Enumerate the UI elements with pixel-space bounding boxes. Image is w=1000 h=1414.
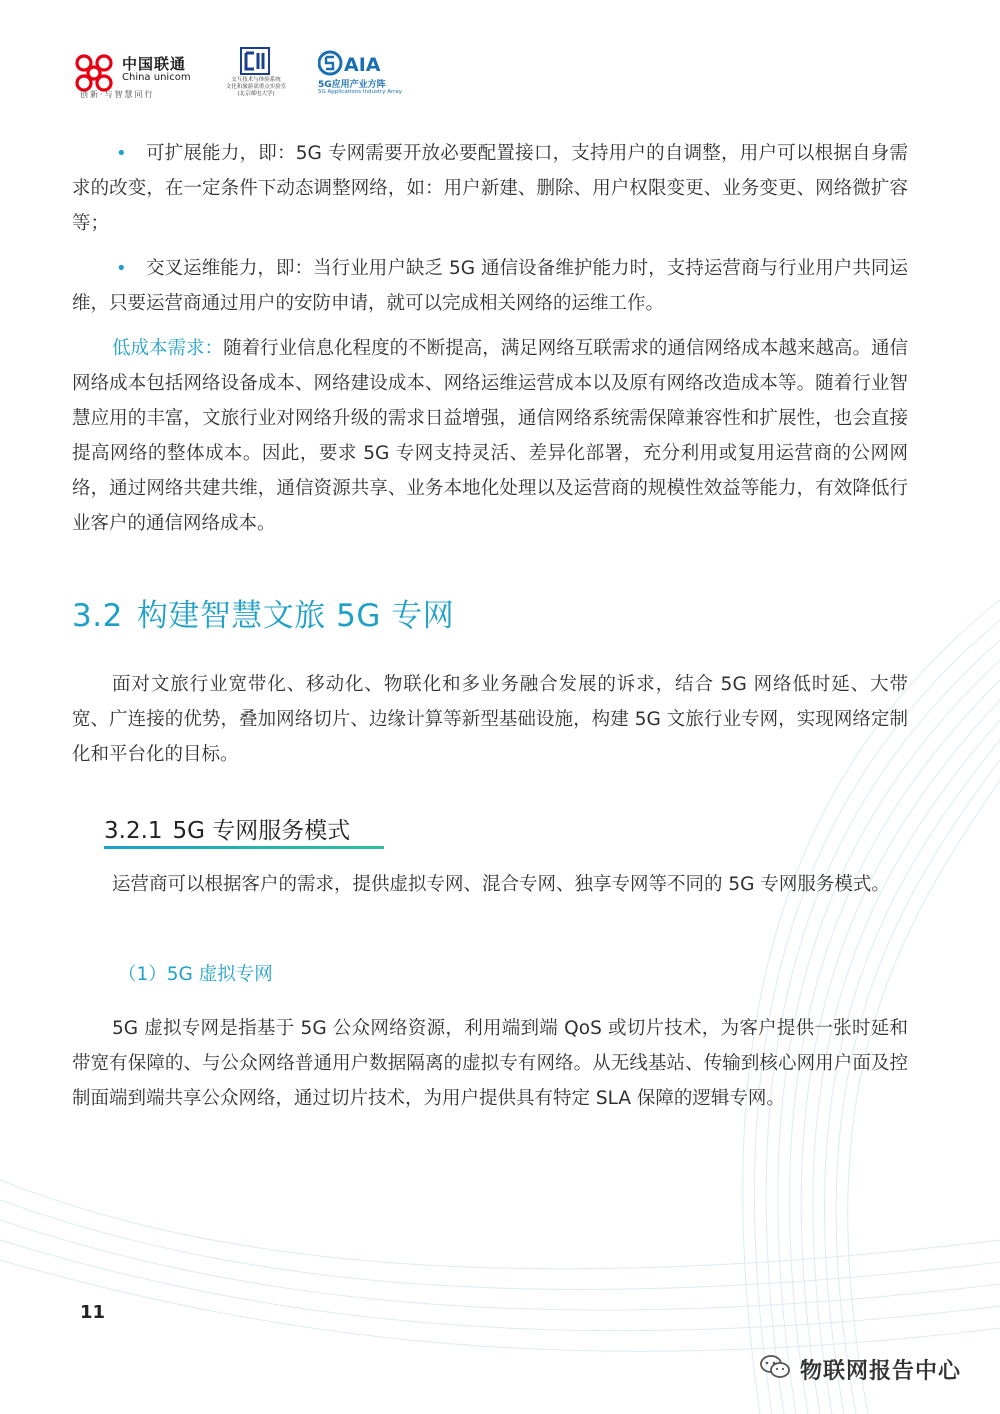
- lab-name-line-1: 交互技术与体验系统: [231, 77, 281, 83]
- lab-name: [220, 77, 292, 98]
- china-unicom-logo: [70, 47, 200, 99]
- aia-mark-icon: [318, 49, 392, 77]
- header-logos: [70, 45, 930, 105]
- subsection-title: 5G 专网服务模式: [172, 818, 351, 844]
- low-cost-paragraph: [72, 331, 908, 541]
- section-title: 构建智慧文旅 5G 专网: [136, 598, 455, 634]
- item-paragraph: 5G 虚拟专网是指基于 5G 公众网络资源，利用端到端 QoS 或切片技术，为客户提供一张时延和带宽有保障的、与公众网络普通用户数据隔离的虚拟专有网络。从无线基站、传输到核心网用户面及控制面端到端共享公众网络，通过切片技术，为用户提供具有特定 SLA 保障的逻辑专网。: [72, 1018, 908, 1109]
- low-cost-text: 随着行业信息化程度的不断提高，满足网络互联需求的通信网络成本越来越高。通信网络成本包括网络设备成本、网络建设成本、网络运维运营成本以及原有网络改造成本等。随着行业智慧应用的丰富，文旅行业对网络升级的需求日益增强，通信网络系统需保障兼容性和扩展性，也会直接提高网络的整体成本。因此，要求 5G 专网支持灵活、差异化部署，充分利用或复用运营商的公网网络，通过网络共建共维，通信资源共享、业务本地化处理以及运营商的规模性效益等能力，有效降低行业客户的通信网络成本。: [72, 338, 908, 534]
- bullet-list: [72, 136, 908, 321]
- unicom-slogan: 创新·与智慧同行: [80, 90, 155, 99]
- unicom-english-name: China unicom: [122, 72, 191, 83]
- subsection-number: 3.2.1: [104, 818, 163, 844]
- bullet-text-scalability: 可扩展能力，即：5G 专网需要开放必要配置接口，支持用户的自调整，用户可以根据自身需求的改变，在一定条件下动态调整网络，如：用户新建、删除、用户权限变更、业务变更、网络微扩容等；: [72, 143, 908, 234]
- lab-mark-icon: [240, 47, 270, 75]
- wechat-watermark: [760, 1352, 980, 1388]
- page-number: 11: [80, 1302, 106, 1323]
- subsection-intro: 运营商可以根据客户的需求，提供虚拟专网、混合专网、独享专网等不同的 5G 专网服务模式。: [112, 874, 890, 895]
- key-laboratory-logo: [220, 47, 292, 101]
- section-heading: [72, 590, 454, 635]
- 5g-aia-logo: [316, 47, 403, 99]
- section-intro: 面对文旅行业宽带化、移动化、物联化和多业务融合发展的诉求，结合 5G 网络低时延、大带宽、广连接的优势，叠加网络切片、边缘计算等新型基础设施，构建 5G 文旅行业专网，实现网络定制化和平台化的目标。: [72, 674, 908, 765]
- wechat-icon: [760, 1354, 790, 1380]
- bullet-text: [72, 251, 908, 321]
- watermark-text: 物联网报告中心: [800, 1359, 962, 1384]
- bullet-dot-icon: •: [116, 143, 127, 164]
- bullet-text-cross-ops: 交叉运维能力，即：当行业用户缺乏 5G 通信设备维护能力时，支持运营商与行业用户共同运维，只要运营商通过用户的安防申请，就可以完成相关网络的运维工作。: [72, 258, 908, 314]
- unicom-chinese-name: 中国联通: [122, 55, 187, 73]
- section-number: 3.2: [72, 598, 123, 634]
- lab-name-line-2: 文化和旅游部重点实验室: [225, 84, 287, 90]
- aia-chinese-name: 5G应用产业方阵: [318, 80, 386, 90]
- subsection-heading: [104, 812, 350, 845]
- bullet-dot-icon: •: [116, 258, 127, 279]
- bullet-item-scalability: [72, 136, 908, 241]
- svg-text:AIA: AIA: [344, 54, 381, 76]
- bullet-item-cross-ops: [72, 251, 908, 321]
- aia-english-name: 5G Applications Industry Array: [318, 89, 403, 95]
- item-heading: （1）5G 虚拟专网: [118, 964, 273, 985]
- lab-name-line-3: (北京邮电大学): [237, 91, 275, 97]
- low-cost-label: 低成本需求：: [112, 338, 224, 359]
- subsection-underline: [104, 846, 384, 849]
- bullet-text: [72, 136, 908, 241]
